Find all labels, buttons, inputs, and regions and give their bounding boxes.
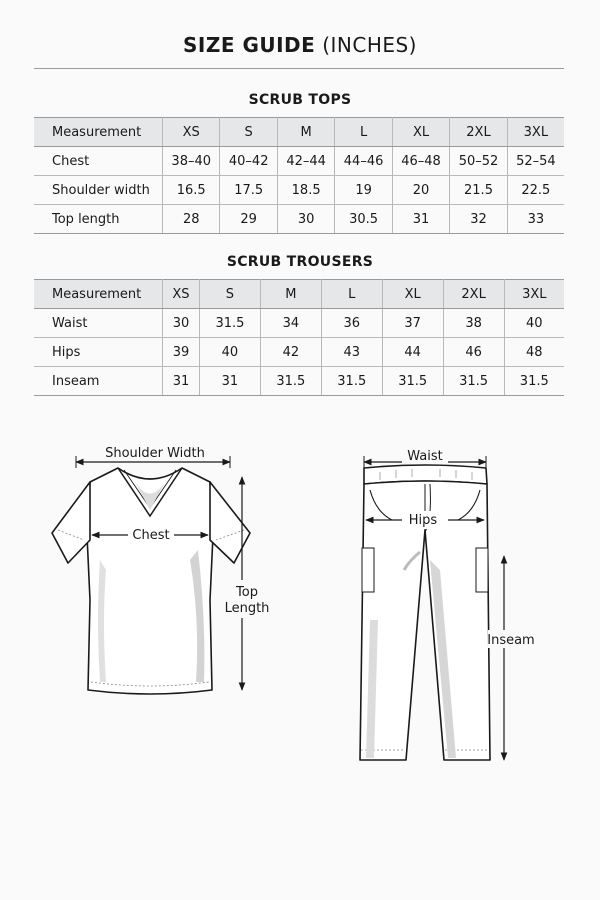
page-title [0, 33, 600, 57]
row-label: Waist [34, 309, 163, 338]
table-cell: 31.5 [199, 309, 260, 338]
chest-label: Chest [132, 528, 170, 543]
table-cell: 31.5 [382, 367, 443, 396]
column-header: XL [392, 118, 449, 147]
right-sleeve [210, 482, 250, 563]
column-header: S [199, 280, 260, 309]
table-cell: 29 [220, 205, 277, 234]
table-header-row [34, 280, 564, 309]
table-row [34, 176, 564, 205]
table-cell: 31 [163, 367, 200, 396]
table-cell: 42 [260, 338, 321, 367]
trousers-section-title: SCRUB TROUSERS [226, 254, 374, 270]
table-cell: 28 [163, 205, 220, 234]
left-sleeve [52, 482, 90, 563]
column-header: Measurement [34, 280, 163, 309]
table-row [34, 147, 564, 176]
page-title-main: SIZE GUIDE [182, 33, 316, 57]
table-row [34, 367, 564, 396]
table-cell: 20 [392, 176, 449, 205]
column-header: 3XL [504, 280, 564, 309]
table-cell: 31.5 [260, 367, 321, 396]
title-divider [34, 68, 564, 69]
table-row [34, 205, 564, 234]
table-cell: 40–42 [220, 147, 277, 176]
shoulder-width-label: Shoulder Width [105, 446, 205, 461]
table-cell: 32 [450, 205, 507, 234]
table-cell: 46 [443, 338, 504, 367]
column-header: Measurement [34, 118, 163, 147]
column-header: L [321, 280, 382, 309]
table-cell: 16.5 [163, 176, 220, 205]
trousers-size-table [34, 279, 564, 396]
table-cell: 37 [382, 309, 443, 338]
column-header: 2XL [450, 118, 507, 147]
table-cell: 44–46 [335, 147, 392, 176]
table-cell: 40 [504, 309, 564, 338]
table-header-row [34, 118, 564, 147]
table-cell: 39 [163, 338, 200, 367]
page-title-unit: (INCHES) [322, 33, 417, 57]
column-header: XS [163, 280, 200, 309]
table-cell: 22.5 [507, 176, 564, 205]
row-label: Chest [34, 147, 163, 176]
table-cell: 42–44 [277, 147, 334, 176]
tops-size-table [34, 117, 564, 234]
table-cell: 31 [392, 205, 449, 234]
table-cell: 44 [382, 338, 443, 367]
inseam-label: Inseam [487, 633, 535, 648]
table-cell: 31.5 [504, 367, 564, 396]
top-length-label-line1: Top [236, 585, 258, 600]
hips-label: Hips [408, 513, 438, 528]
table-cell: 21.5 [450, 176, 507, 205]
scrub-trousers-illustration [360, 447, 535, 760]
measurement-diagram [0, 420, 600, 780]
table-cell: 18.5 [277, 176, 334, 205]
column-header: XS [163, 118, 220, 147]
waist-label: Waist [407, 449, 443, 464]
table-cell: 33 [507, 205, 564, 234]
table-cell: 43 [321, 338, 382, 367]
table-cell: 48 [504, 338, 564, 367]
column-header: L [335, 118, 392, 147]
table-cell: 31.5 [443, 367, 504, 396]
column-header: 2XL [443, 280, 504, 309]
table-cell: 30 [277, 205, 334, 234]
column-header: XL [382, 280, 443, 309]
table-cell: 30.5 [335, 205, 392, 234]
table-cell: 19 [335, 176, 392, 205]
scrub-top-illustration [52, 443, 272, 694]
column-header: M [277, 118, 334, 147]
table-cell: 46–48 [392, 147, 449, 176]
column-header: M [260, 280, 321, 309]
table-cell: 40 [199, 338, 260, 367]
table-cell: 31.5 [321, 367, 382, 396]
table-cell: 50–52 [450, 147, 507, 176]
row-label: Hips [34, 338, 163, 367]
row-label: Top length [34, 205, 163, 234]
table-cell: 34 [260, 309, 321, 338]
tops-section-title: SCRUB TOPS [248, 92, 352, 108]
top-length-label-line2: Length [224, 601, 270, 616]
table-cell: 31 [199, 367, 260, 396]
table-cell: 36 [321, 309, 382, 338]
table-row [34, 309, 564, 338]
row-label: Shoulder width [34, 176, 163, 205]
column-header: S [220, 118, 277, 147]
row-label: Inseam [34, 367, 163, 396]
table-row [34, 338, 564, 367]
table-cell: 38–40 [163, 147, 220, 176]
table-cell: 30 [163, 309, 200, 338]
table-cell: 38 [443, 309, 504, 338]
table-cell: 17.5 [220, 176, 277, 205]
table-cell: 52–54 [507, 147, 564, 176]
column-header: 3XL [507, 118, 564, 147]
